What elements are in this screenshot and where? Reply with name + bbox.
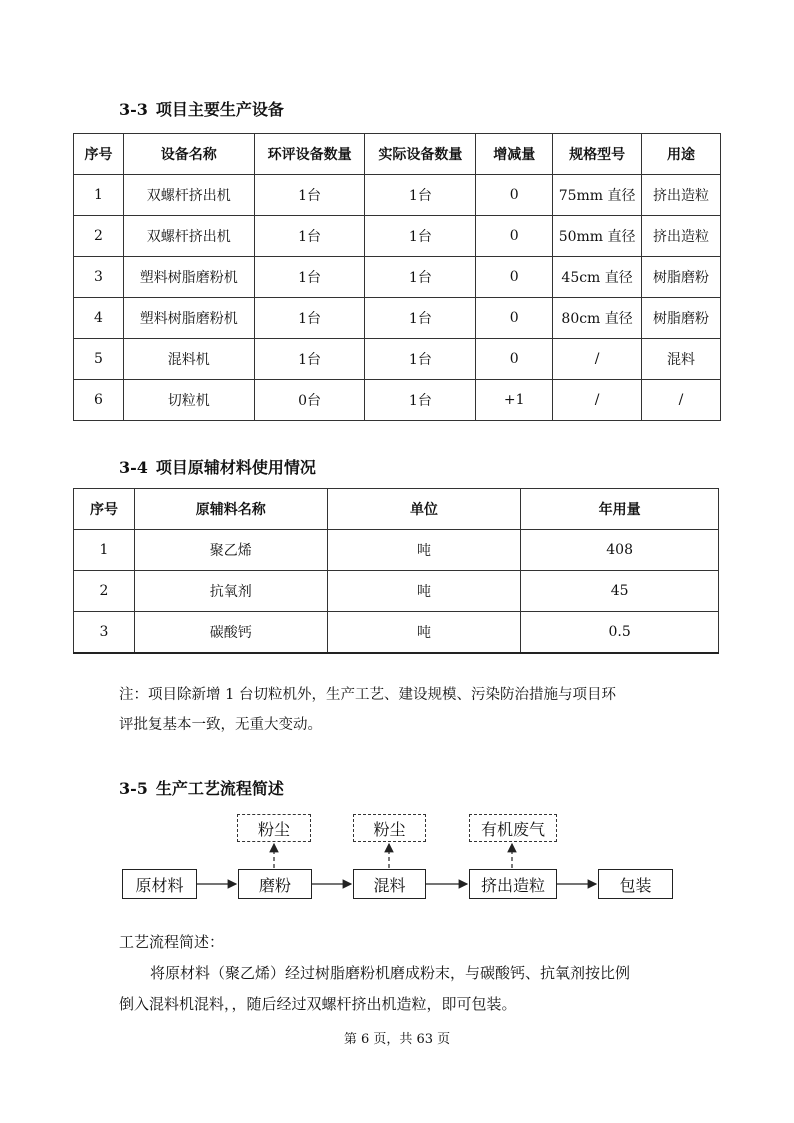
table-cell: 3 (74, 612, 135, 654)
table-cell: 树脂磨粉 (642, 298, 721, 339)
table-cell: 80cm 直径 (553, 298, 642, 339)
page-footer: 第 6 页，共 63 页 (343, 1032, 451, 1047)
table-cell: 1台 (254, 175, 365, 216)
table-cell: 2 (74, 216, 124, 257)
table-cell: 1台 (365, 257, 476, 298)
header-cell: 增减量 (476, 134, 553, 175)
table-cell: 0 (476, 216, 553, 257)
flow-step-extrusion: 挤出造粒 (469, 869, 557, 899)
note-line: 评批复基本一致，无重大变动。 (119, 717, 322, 733)
table-cell: 抗氧剂 (134, 571, 327, 612)
table-cell: 50mm 直径 (553, 216, 642, 257)
table-cell: 0.5 (521, 612, 719, 654)
table-cell: 0 (476, 339, 553, 380)
flow-step-mixing: 混料 (353, 869, 426, 899)
table-cell: 吨 (327, 612, 521, 654)
table-cell: 1台 (365, 380, 476, 421)
header-cell: 序号 (74, 134, 124, 175)
table-cell: 塑料树脂磨粉机 (123, 257, 254, 298)
header-cell: 设备名称 (123, 134, 254, 175)
table-cell: 混料 (642, 339, 721, 380)
table-cell: 1 (74, 175, 124, 216)
table-cell: 聚乙烯 (134, 530, 327, 571)
table-cell: 0 (476, 175, 553, 216)
table-cell: 45 (521, 571, 719, 612)
flow-step-raw-material: 原材料 (122, 869, 197, 899)
table-cell: 双螺杆挤出机 (123, 175, 254, 216)
table-cell: 75mm 直径 (553, 175, 642, 216)
header-cell: 原辅料名称 (134, 489, 327, 530)
table-cell: 0 (476, 298, 553, 339)
table-cell: 混料机 (123, 339, 254, 380)
table-cell: 1台 (254, 257, 365, 298)
table-cell: 1台 (365, 298, 476, 339)
table-cell: 1台 (254, 216, 365, 257)
section-number: 3-3 (119, 100, 148, 119)
flow-step-grinding: 磨粉 (238, 869, 312, 899)
table-cell: 挤出造粒 (642, 216, 721, 257)
table-cell: 45cm 直径 (553, 257, 642, 298)
header-cell: 环评设备数量 (254, 134, 365, 175)
table-cell: 0台 (254, 380, 365, 421)
section-number: 3-5 (119, 779, 148, 798)
table-cell: 4 (74, 298, 124, 339)
table-cell: / (553, 339, 642, 380)
section-title: 生产工艺流程简述 (155, 779, 284, 798)
emission-dust-2: 粉尘 (353, 814, 426, 842)
table-cell: 塑料树脂磨粉机 (123, 298, 254, 339)
header-cell: 用途 (642, 134, 721, 175)
table-cell: / (642, 380, 721, 421)
note-line: 注：项目除新增 1 台切粒机外，生产工艺、建设规模、污染防治措施与项目环 (119, 687, 616, 703)
table-cell: 1台 (365, 339, 476, 380)
process-desc-line: 将原材料（聚乙烯）经过树脂磨粉机磨成粉末，与碳酸钙、抗氧剂按比例 (150, 964, 631, 982)
section-title: 项目原辅材料使用情况 (155, 458, 316, 477)
emission-organic-gas: 有机废气 (469, 814, 557, 842)
header-cell: 年用量 (521, 489, 719, 530)
table-cell: 挤出造粒 (642, 175, 721, 216)
process-desc-label: 工艺流程简述： (119, 933, 225, 951)
emission-dust-1: 粉尘 (237, 814, 311, 842)
table-cell: 吨 (327, 571, 521, 612)
flow-step-packaging: 包装 (598, 869, 673, 899)
table-cell: 1台 (365, 216, 476, 257)
table-cell: 6 (74, 380, 124, 421)
table-cell: 双螺杆挤出机 (123, 216, 254, 257)
table-cell: 吨 (327, 530, 521, 571)
table-cell: 1台 (254, 298, 365, 339)
process-desc-line: 倒入混料机混料，，随后经过双螺杆挤出机造粒，即可包装。 (119, 995, 517, 1013)
table-cell: 碳酸钙 (134, 612, 327, 654)
table-cell: 1 (74, 530, 135, 571)
table-cell: 树脂磨粉 (642, 257, 721, 298)
table-cell: +1 (476, 380, 553, 421)
table-cell: 1台 (254, 339, 365, 380)
table-cell: 1台 (365, 175, 476, 216)
table-cell: 3 (74, 257, 124, 298)
section-number: 3-4 (119, 458, 148, 477)
table-cell: 2 (74, 571, 135, 612)
header-cell: 序号 (74, 489, 135, 530)
table-cell: 切粒机 (123, 380, 254, 421)
table-cell: / (553, 380, 642, 421)
table-cell: 0 (476, 257, 553, 298)
section-title: 项目主要生产设备 (155, 100, 284, 119)
header-cell: 规格型号 (553, 134, 642, 175)
table-cell: 408 (521, 530, 719, 571)
table-cell: 5 (74, 339, 124, 380)
header-cell: 单位 (327, 489, 521, 530)
header-cell: 实际设备数量 (365, 134, 476, 175)
